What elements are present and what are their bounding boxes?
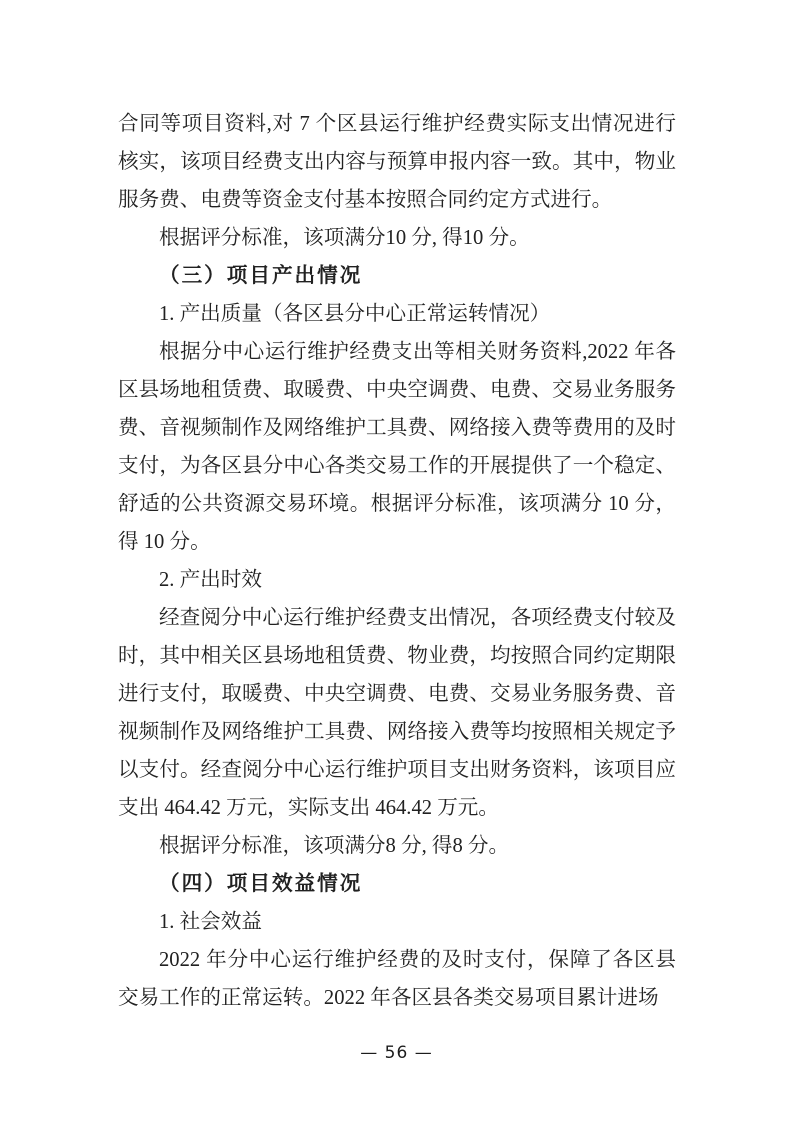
paragraph-social-benefit-body: 2022 年分中心运行维护经费的及时支付，保障了各区县交易工作的正常运转。2022 年各区县各类交易项目累计进场 <box>118 949 676 1009</box>
page-number: — 56 — <box>360 1043 433 1063</box>
document-body <box>118 105 676 1017</box>
paragraph-output-timeliness-body: 经查阅分中心运行维护经费支出情况，各项经费支付较及时，其中相关区县场地租赁费、物业费，均按照合同约定期限进行支付，取暖费、中央空调费、电费、交易业务服务费、音视频制作及网络维护工具费、网络接入费等均按照相关规定予以支付。经查阅分中心运行维护项目支出财务资料，该项目应支出 464.42 万元，实际支出 464.42 万元。 <box>118 607 676 819</box>
paragraph-continuation: 合同等项目资料,对 7 个区县运行维护经费实际支出情况进行核实，该项目经费支出内容与预算申报内容一致。其中，物业服务费、电费等资金支付基本按照合同约定方式进行。 <box>118 113 676 211</box>
section-heading-4-benefit: （四）项目效益情况 <box>159 873 363 895</box>
section-heading-3-output: （三）项目产出情况 <box>159 265 363 287</box>
paragraph-output-timeliness-title: 2. 产出时效 <box>159 569 262 591</box>
paragraph-score-10: 根据评分标准，该项满分10 分, 得10 分。 <box>159 227 530 249</box>
paragraph-output-quality-title: 1. 产出质量（各区县分中心正常运转情况） <box>159 303 551 325</box>
paragraph-social-benefit-title: 1. 社会效益 <box>159 911 262 933</box>
paragraph-output-quality-body: 根据分中心运行维护经费支出等相关财务资料,2022 年各区县场地租赁费、取暖费、中央空调费、电费、交易业务服务费、音视频制作及网络维护工具费、网络接入费等费用的及时支付，为各区县分中心各类交易工作的开展提供了一个稳定、舒适的公共资源交易环境。根据评分标准，该项满分 10 分，得 10 分。 <box>118 341 676 553</box>
paragraph-score-8: 根据评分标准，该项满分8 分, 得8 分。 <box>159 835 510 857</box>
